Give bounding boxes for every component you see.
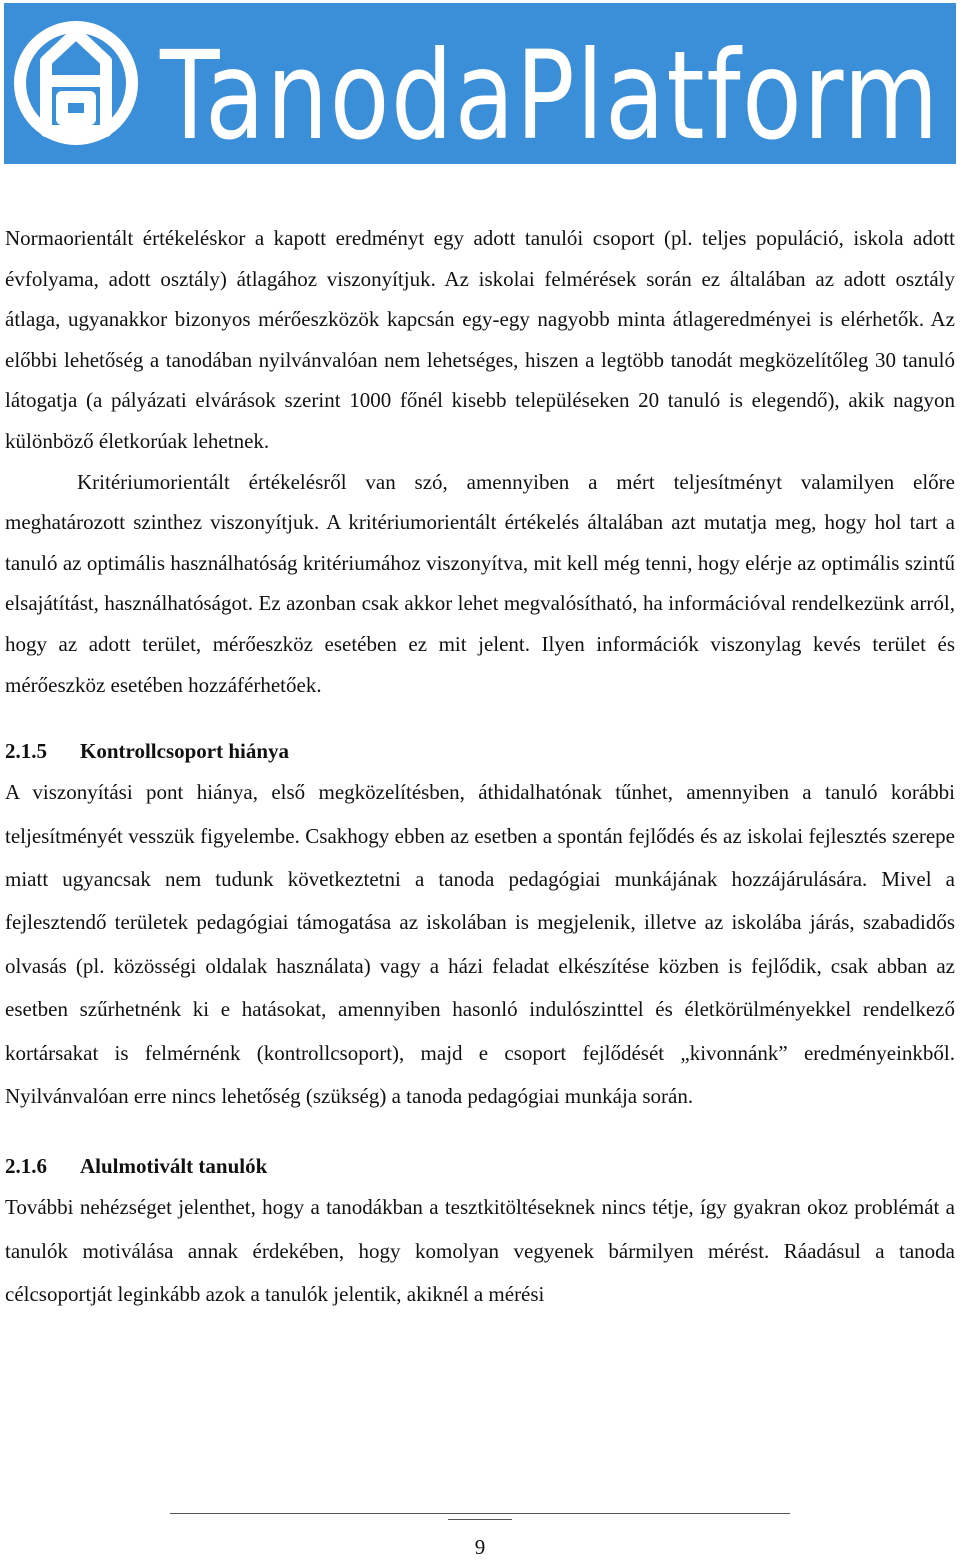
section-heading-kontrollcsoport	[5, 731, 955, 771]
paragraph-criteria: Kritériumorientált értékelésről van szó, amennyiben a mért teljesítményt valamilyen előre meghatározott szinthez viszonyítjuk. A kritériumorientált értékelés általában azt mutatja meg, hogy hol tart a tanuló az optimális használhatóság kritériumához viszonyítva, mit kell még tenni, hogy elérje az optimális szintű elsajátítást, használhatóságot. Ez azonban csak akkor lehet megvalósítható, ha információval rendelkezünk arról, hogy az adott terület, mérőeszköz esetében ez mit jelent. Ilyen információk viszonylag kevés terület és mérőeszköz esetében hozzáférhetőek.	[5, 469, 955, 697]
footer-divider-short	[448, 1519, 512, 1520]
page-number: 9	[474, 1535, 486, 1559]
paragraph-norm: Normaorientált értékeléskor a kapott eredményt egy adott tanulói csoport (pl. teljes populáció, iskola adott évfolyama, adott osztály) átlagához viszonyítjuk. Az iskolai felmérések során ez általában az adott osztály átlaga, ugyanakkor bizonyos mérőeszközök kapcsán egy-egy nagyobb minta átlageredményei is elérhetők. Az előbbi lehetőség a tanodában nyilvánvalóan nem lehetséges, hiszen a legtöbb tanodát megközelítőleg 30 tanuló látogatja (a pályázati elvárások szerint 1000 főnél kisebb településeken 20 tanuló is elegendő), akik nagyon különböző életkorúak lehetnek.	[5, 226, 955, 453]
tanodaplatform-logo	[4, 3, 956, 164]
section-heading-alulmotivalt	[5, 1146, 955, 1186]
house-emblem-icon	[20, 27, 132, 139]
logo-banner	[4, 3, 956, 164]
section-title: Kontrollcsoport hiánya	[80, 739, 290, 764]
paragraph-kontrollcsoport: A viszonyítási pont hiánya, első megközelítésben, áthidalhatónak tűnhet, amennyiben a tanuló korábbi teljesítményét vesszük figyelembe. Csakhogy ebben az esetben a spontán fejlődés és az iskolai fejlesztés szerepe miatt ugyancsak nem tudunk következtetni a tanoda pedagógiai munkájának hozzájárulására. Mivel a fejlesztendő területek pedagógiai támogatása az iskolában is megjelenik, illetve az iskolába járás, szabadidős olvasás (pl. közösségi oldalak használata) vagy a házi feladat elkészítése közben is fejlődik, csak abban az esetben szűrhetnénk ki e hatásokat, amennyiben hasonló indulószinttel és életkörülményekkel rendelkező kortársakat is felmérnénk (kontrollcsoport), majd e csoport fejlődését „kivonnánk” eredményeinkből. Nyilvánvalóan erre nincs lehetőség (szükség) a tanoda pedagógiai munkája során.	[5, 780, 955, 1108]
section-number: 2.1.6	[5, 1154, 47, 1179]
paragraph-alulmotivalt: További nehézséget jelenthet, hogy a tanodákban a tesztkitöltéseknek nincs tétje, így gyakran okoz problémát a tanulók motiválása annak érdekében, hogy komolyan vegyenek bármilyen mérést. Ráadásul a tanoda célcsoportját leginkább azok a tanulók jelentik, akiknél a mérési	[5, 1195, 955, 1307]
section-number: 2.1.5	[5, 739, 47, 764]
section-title: Alulmotivált tanulók	[80, 1154, 268, 1179]
logo-wordmark: TanodaPlatform	[159, 25, 940, 164]
footer-divider	[170, 1513, 790, 1514]
document-body	[5, 218, 955, 1317]
